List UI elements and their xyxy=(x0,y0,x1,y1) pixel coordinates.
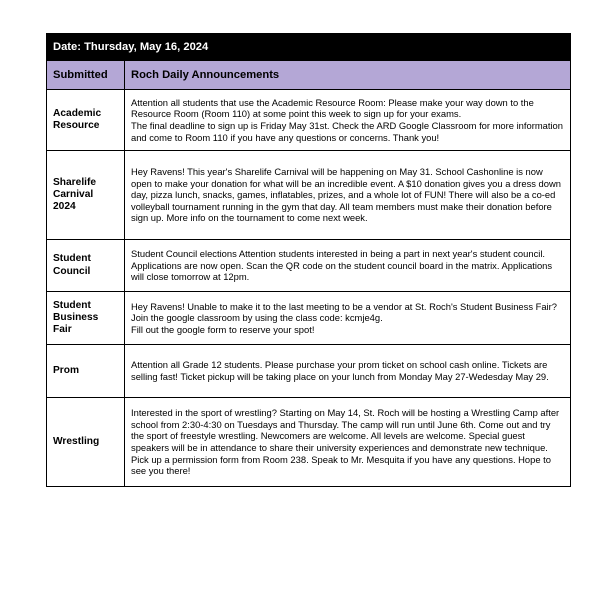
message-text: Hey Ravens! This year's Sharelife Carnival will be happening on May 31. School Cashonline is now open to make your donation for what will be an incredible event. A $10 donation gives you a dress down day, pizza lunch, snacks, games, inflatables, prizes, and a whole lot of FUN! There will also be a co-ed volleyball tournament running in the gym that day. All team members must make their donation before sign up. More info on the tournament to come next week. xyxy=(131,166,561,224)
date-label: Date: Thursday, May 16, 2024 xyxy=(47,34,571,61)
message-text: Interested in the sport of wrestling? Starting on May 14, St. Roch will be hosting a Wrestling Camp after school from 2:30-4:30 on Tuesdays and Thursday. The camp will run until June 6th. Come out and try the sport of freestyle wrestling. Newcomers are welcome. All levels are welcome. Special guest speakers will be in attendance to share their university experiences and demonstrate new technique. Pick up a permission form from Room 238. Speak to Mr. Mesquita if you have any questions. Hope to see you there! xyxy=(131,407,560,477)
category-line: Business xyxy=(53,311,99,323)
header-row xyxy=(47,61,571,90)
category-line: Carnival xyxy=(53,188,94,200)
message-cell xyxy=(125,398,571,487)
category-line: 2024 xyxy=(53,201,76,213)
announcement-row-wrestling xyxy=(47,398,571,487)
category-line: Prom xyxy=(53,364,80,376)
message-cell xyxy=(125,240,571,292)
message-text: Fill out the google form to reserve your spot! xyxy=(131,323,315,335)
announcement-row-student-council xyxy=(47,240,571,292)
category-cell xyxy=(47,345,125,398)
category-line: Fair xyxy=(53,324,72,336)
message-cell xyxy=(125,90,571,151)
category-cell xyxy=(47,90,125,151)
message-text: Attention all students that use the Academic Resource Room: Please make your way down to the Resource Room (Room 110) at some point this week to sign up for your exams. xyxy=(131,96,534,120)
message-cell xyxy=(125,345,571,398)
announcement-row-student-business-fair xyxy=(47,292,571,345)
message-cell xyxy=(125,151,571,240)
submitted-header: Submitted xyxy=(47,61,125,90)
category-line: Student xyxy=(53,299,91,311)
message-text: Attention all Grade 12 students. Please purchase your prom ticket on school cash online. Tickets are selling fast! Ticket pickup will be taking place on your lunch from Monday May 27-Wedesday May 29. xyxy=(131,359,549,382)
category-cell xyxy=(47,292,125,345)
category-cell xyxy=(47,398,125,487)
announcement-row-sharelife-carnival xyxy=(47,151,571,240)
category-line: Sharelife xyxy=(53,176,97,188)
category-line: Wrestling xyxy=(53,435,100,447)
category-line: Student xyxy=(53,253,91,265)
message-text: Hey Ravens! Unable to make it to the last meeting to be a vendor at St. Roch's Student Business Fair? Join the google classroom by using the class code: kcmje4g. xyxy=(131,300,557,324)
message-text: The final deadline to sign up is Friday May 31st. Check the ARD Google Classroom for more information and come to Room 110 if you have any questions or concerns. Thank you! xyxy=(131,120,563,143)
message-text: Student Council elections Attention students interested in being a part in next year's student council. Applications are now open. Scan the QR code on the student council board in the matrix. Applications will close tomorrow at 12pm. xyxy=(131,248,553,283)
category-line: Council xyxy=(53,265,91,277)
category-line: Resource xyxy=(53,120,100,131)
date-row xyxy=(47,34,571,61)
category-line: Academic xyxy=(53,107,102,119)
announcements-table xyxy=(46,33,571,487)
announcement-row-prom xyxy=(47,345,571,398)
announcement-row-academic-resource xyxy=(47,90,571,151)
announcements-header: Roch Daily Announcements xyxy=(125,61,571,90)
category-cell xyxy=(47,240,125,292)
category-cell xyxy=(47,151,125,240)
message-cell xyxy=(125,292,571,345)
